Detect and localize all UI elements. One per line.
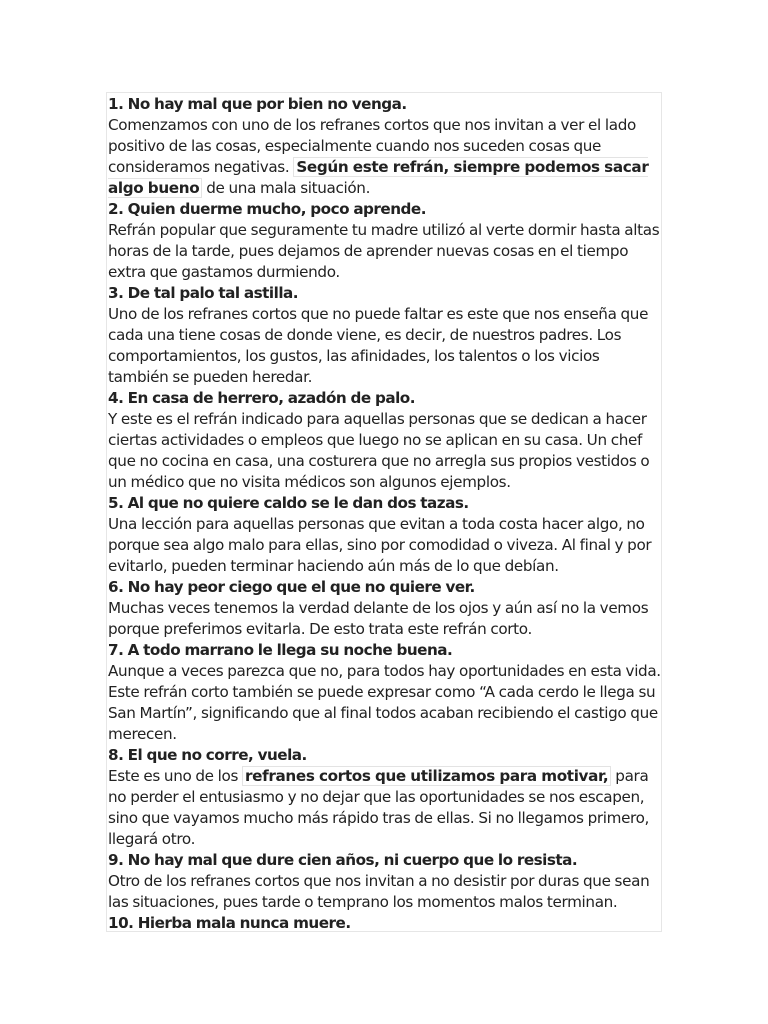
refran-8-text [108, 766, 661, 850]
refran-4-title: 4. En casa de herrero, azadón de palo. [108, 389, 415, 407]
refran-2-text: Refrán popular que seguramente tu madre utilizó al verte dormir hasta altas horas de la tarde, pues dejamos de aprender nuevas cosas en el tiempo extra que gastamos durmiendo. [108, 221, 660, 281]
refran-3-text: Uno de los refranes cortos que no puede faltar es este que nos enseña que cada una tiene cosas de donde viene, es decir, de nuestros padres. Los comportamientos, los gustos, las afinidades, los talentos o los vicios también se pueden heredar. [108, 305, 649, 386]
refran-10-title: 10. Hierba mala nunca muere. [108, 914, 351, 932]
refran-9-text: Otro de los refranes cortos que nos invitan a no desistir por duras que sean las situaciones, pues tarde o temprano los momentos malos terminan. [108, 872, 650, 911]
refran-9-title: 9. No hay mal que dure cien años, ni cuerpo que lo resista. [108, 851, 578, 869]
refran-1-title: 1. No hay mal que por bien no venga. [108, 95, 407, 113]
refran-8-text-a: Este es uno de los [108, 767, 243, 785]
refran-5-title: 5. Al que no quiere caldo se le dan dos tazas. [108, 494, 469, 512]
refran-7-text: Aunque a veces parezca que no, para todos hay oportunidades en esta vida. Este refrán corto también se puede expresar como “A cada cerdo le llega su San Martín”, significando que al final todos acaban recibiendo el castigo que merecen. [108, 662, 661, 743]
refran-8-title: 8. El que no corre, vuela. [108, 746, 307, 764]
refran-1-highlight: Según este refrán, siempre podemos sacar algo bueno [108, 158, 649, 197]
refran-8-text-b: para no perder el entusiasmo y no dejar que las oportunidades se nos escapen, sino que vayamos mucho más rápido tras de ellas. Si no llegamos primero, llegará otro. [108, 767, 650, 848]
refran-7-title: 7. A todo marrano le llega su noche buena. [108, 641, 453, 659]
document-text-block [106, 92, 662, 932]
refran-6-text: Muchas veces tenemos la verdad delante de los ojos y aún así no la vemos porque preferimos evitarla. De esto trata este refrán corto. [108, 599, 649, 638]
refran-5-text: Una lección para aquellas personas que evitan a toda costa hacer algo, no porque sea algo malo para ellas, sino por comodidad o viveza. Al final y por evitarlo, pueden terminar haciendo aún más de lo que debían. [108, 515, 652, 575]
refran-4-text: Y este es el refrán indicado para aquellas personas que se dedican a hacer ciertas actividades o empleos que luego no se aplican en su casa. Un chef que no cocina en casa, una costurera que no arregla sus propios vestidos o un médico que no visita médicos son algunos ejemplos. [108, 410, 650, 491]
refran-1-text-b: de una mala situación. [202, 179, 371, 197]
refran-3-title: 3. De tal palo tal astilla. [108, 284, 299, 302]
refran-1-text [108, 115, 661, 199]
refran-6-title: 6. No hay peor ciego que el que no quiere ver. [108, 578, 475, 596]
refran-2-title: 2. Quien duerme mucho, poco aprende. [108, 200, 426, 218]
refran-1-text-a: Comenzamos con uno de los refranes cortos que nos invitan a ver el lado positivo de las cosas, especialmente cuando nos suceden cosas que consideramos negativas. [108, 116, 636, 176]
refran-8-highlight: refranes cortos que utilizamos para motivar, [242, 766, 611, 786]
